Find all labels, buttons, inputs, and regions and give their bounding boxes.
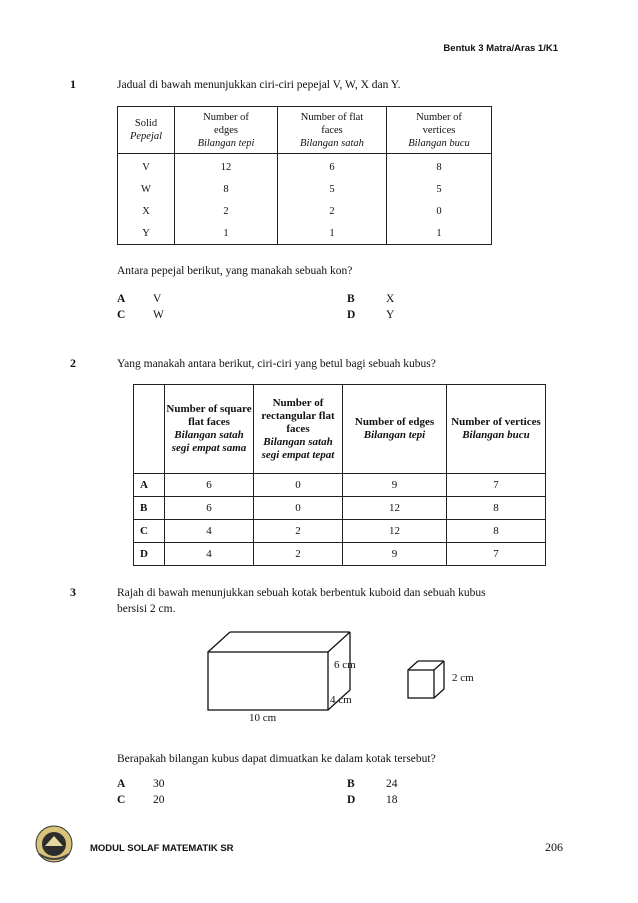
col-vertices: Number of vertices Bilangan bucu xyxy=(387,107,492,154)
col-rect-faces: Number of rectangular flat faces Bilangan satah segi empat tepat xyxy=(254,385,343,474)
q3-option-d-letter[interactable]: D xyxy=(347,794,356,806)
cuboid-height-label: 6 cm xyxy=(334,659,356,671)
question-2-number: 2 xyxy=(70,356,76,370)
q3-option-c-text[interactable]: 20 xyxy=(153,794,165,806)
table-row[interactable]: D 4 2 9 7 xyxy=(134,543,546,566)
q1-option-d-text[interactable]: Y xyxy=(386,309,395,321)
table-row: X 2 2 0 xyxy=(118,200,492,222)
col-square-faces: Number of square flat faces Bilangan satah segi empat sama xyxy=(165,385,254,474)
footer-module-name: MODUL SOLAF MATEMATIK SR xyxy=(90,843,234,854)
table-row: W 8 5 5 xyxy=(118,178,492,200)
cuboid-shape xyxy=(208,632,350,710)
table-row: Y 1 1 1 xyxy=(118,222,492,245)
question-3-prompt: Berapakah bilangan kubus dapat dimuatkan ke dalam kotak tersebut? xyxy=(117,753,436,765)
solids-table xyxy=(117,106,492,245)
running-header: Bentuk 3 Matra/Aras 1/K1 xyxy=(443,43,558,54)
col-edges: Number of edges Bilangan tepi xyxy=(175,107,278,154)
q1-option-d-letter[interactable]: D xyxy=(347,309,356,321)
question-1-prompt: Antara pepejal berikut, yang manakah sebuah kon? xyxy=(117,265,353,277)
q3-option-d-text[interactable]: 18 xyxy=(386,794,398,806)
cuboid-depth-label: 4 cm xyxy=(330,694,352,706)
question-1-text: Jadual di bawah menunjukkan ciri-ciri pepejal V, W, X dan Y. xyxy=(117,79,401,91)
col-solid: Solid Pepejal xyxy=(118,107,175,154)
col-blank xyxy=(134,385,165,474)
col-vertices: Number of vertices Bilangan bucu xyxy=(447,385,546,474)
col-edges: Number of edges Bilangan tepi xyxy=(343,385,447,474)
col-faces: Number of flat faces Bilangan satah xyxy=(278,107,387,154)
table-row[interactable]: A 6 0 9 7 xyxy=(134,474,546,497)
table-row: V 12 6 8 xyxy=(118,154,492,179)
q1-option-c-letter[interactable]: C xyxy=(117,309,126,321)
cube-side-label: 2 cm xyxy=(452,672,474,684)
table-row[interactable]: B 6 0 12 8 xyxy=(134,497,546,520)
question-1-number: 1 xyxy=(70,77,76,91)
cuboid-length-label: 10 cm xyxy=(249,712,277,724)
school-logo-icon xyxy=(33,824,75,864)
question-3-text-line1: Rajah di bawah menunjukkan sebuah kotak berbentuk kuboid dan sebuah kubus xyxy=(117,587,486,599)
q1-option-c-text[interactable]: W xyxy=(153,309,164,321)
q1-option-b-letter[interactable]: B xyxy=(347,293,355,305)
q1-option-a-text[interactable]: V xyxy=(153,293,162,305)
table-row[interactable]: C 4 2 12 8 xyxy=(134,520,546,543)
q1-option-a-letter[interactable]: A xyxy=(117,293,126,305)
page-number: 206 xyxy=(545,840,563,854)
q3-option-a-text[interactable]: 30 xyxy=(153,778,165,790)
q3-option-c-letter[interactable]: C xyxy=(117,794,126,806)
question-2-text: Yang manakah antara berikut, ciri-ciri yang betul bagi sebuah kubus? xyxy=(117,358,436,370)
q3-option-a-letter[interactable]: A xyxy=(117,778,126,790)
q3-option-b-text[interactable]: 24 xyxy=(386,778,398,790)
cuboid-and-cube-diagram xyxy=(200,628,490,728)
question-3-number: 3 xyxy=(70,585,76,599)
cube-properties-table xyxy=(133,384,546,566)
q1-option-b-text[interactable]: X xyxy=(386,293,395,305)
cube-shape xyxy=(408,661,444,698)
question-3-text-line2: bersisi 2 cm. xyxy=(117,603,176,615)
q3-option-b-letter[interactable]: B xyxy=(347,778,355,790)
